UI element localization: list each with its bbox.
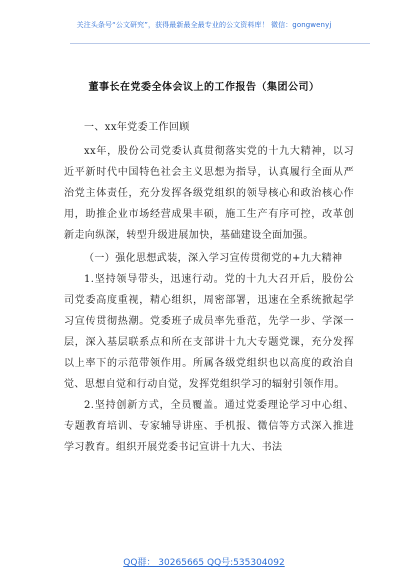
paragraph: 1.坚持领导带头，迅速行动。党的十九大召开后，股份公司党委高度重视，精心组织，周密部署，迅速在全系统掀起学习宣传贯彻热潮。党委班子成员率先垂范，先学一步、学深一层，深入基层联系点和所在支部讲十九大专题党课，充分发挥以上率下的示范带领作用。所属各级党组织也以高度的政治自觉、思想自觉和行动自觉，发挥党组织学习的辐射引领作用。 [64, 274, 354, 390]
header-banner: 关注头条号“公文研究”，获得最新最全最专业的公文资料库！ 微信：gongwenyj [76, 21, 332, 29]
paragraph: 2.坚持创新方式，全员覆盖。通过党委理论学习中心组、专题教育培训、专家辅导讲座、手机报、微信等方式深入推进学习教育。组织开展党委书记宣讲十九大、书法 [64, 400, 354, 453]
header-divider [70, 43, 370, 44]
footer-contact: QQ群： 30265665 QQ号:535304092 [123, 558, 285, 568]
subsection-heading: （一）强化思想武装，深入学习宣传贯彻党的+九大精神 [84, 253, 343, 264]
document-title: 董事长在党委全体会议上的工作报告（集团公司） [88, 82, 320, 93]
paragraph: xx年，股份公司党委认真贯彻落实党的十九大精神，以习近平新时代中国特色社会主义思想为指导，认真履行全面从严治党主体责任，充分发挥各级党组织的领导核心和政治核心作用，助推企业市场经营成果丰硕，施工生产有序可控，改革创新走向纵深，转型升级进展加快，基础建设全面加强。 [64, 146, 354, 241]
section-heading: 一、xx年党委工作回顾 [84, 122, 190, 133]
document-body [64, 117, 354, 458]
